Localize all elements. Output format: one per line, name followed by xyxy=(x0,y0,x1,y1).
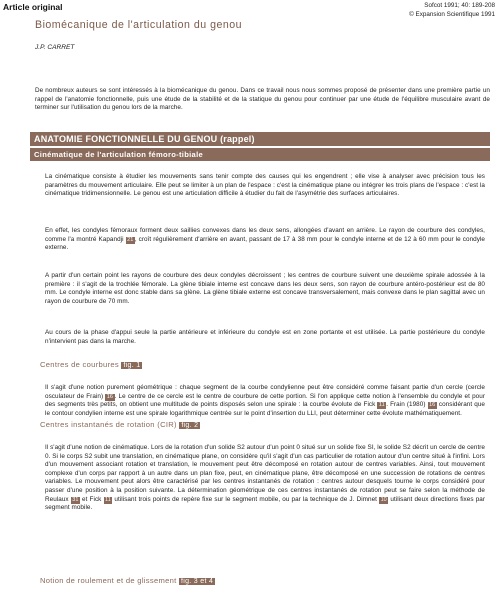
figure-label: et xyxy=(198,578,209,585)
article-title: Biomécanique de l'articulation du genou xyxy=(35,19,243,31)
subhead-label: Centres de courbures xyxy=(40,360,120,369)
subhead-label: Centres instantanés de rotation (CIR) xyxy=(40,420,177,429)
reference-link[interactable]: 16 xyxy=(106,393,114,400)
journal-reference xyxy=(409,2,495,19)
paragraph-text: considérant que le contour condylien interne est une spirale logarithmique centrée sur le point d'insertion du LLI, peut déterminer cette évolute mathématiquement. xyxy=(45,401,485,417)
subhead-label: Notion de roulement et de glissement xyxy=(40,576,177,585)
subhead-cir xyxy=(40,420,200,429)
reference-link[interactable]: 10 xyxy=(380,496,387,503)
article-author: J.P. CARRET xyxy=(35,44,75,51)
figure-link[interactable]: fig. 2 xyxy=(181,422,199,429)
article-type-label: Article original xyxy=(3,2,63,12)
paragraph-text: Il s'agit d'une notion purement géométrique : chaque segment de la courbe condylienne peut être considéré comme faisant partie d'un cercle (cercle osculateur de Frain) xyxy=(45,384,485,400)
paragraph-trochlee: A partir d'un certain point les rayons de courbure des deux condyles décroissent ; les centres de courbure suivent une deuxième spirale adossée à la première : il s'agit de la trochlée fémorale. La glène tibiale interne est concave dans les deux sens, son rayon de courbure antéro-postérieur est de 80 mm. Le condyle interne est donc stable dans sa glène. La glène tibiale externe est concave transversalement, mais convexe dans le plan sagittal avec un rayon de courbure de 70 mm. xyxy=(45,272,485,305)
paragraph-text: , croît régulièrement d'arrière en avant, passant de 17 à 38 mm pour le condyle interne et de 12 à 60 mm pour le condyle externe. xyxy=(45,235,485,252)
paragraph-courbures xyxy=(45,384,485,418)
subhead-centres-courbures xyxy=(40,360,142,369)
paragraph-condyles xyxy=(45,227,485,253)
paragraph-text: Il s'agit d'une notion de cinématique. Lors de la rotation d'un solide S2 autour d'un point 0 situé sur un solide fixe SI, le solide S2 décrit un cercle de centre 0. Si le corps S2 subit une translation, en cinématique plane, on considère qu'il s'agit d'un cas particulier de rotation autour d'un centre situé à l'infini. Lors d'un mouvement associant rotation et translation, le mouvement peut être décomposé en rotation autour de centres variables. Ainsi, tout mouvement complexe d'un corps par rapport à un autre dans un plan fixe, peut, en cinématique plane, être décomposé en une succession de rotations de centres variables. Le mouvement peut alors être caractérisé par les centres instantanés de rotation : centres autour desquels tourne le corps considéré pour passer d'une position à la position suivante. La détermination géométrique de ces centres instantanés de rotation peut se faire selon la méthode de Reulaux xyxy=(45,444,485,503)
paragraph-text: . Le centre de ce cercle est le centre de courbure de cette portion. Si l'on applique cette notion à l'ensemble du condyle et pour des segments très petits, on obtient une multitude de points disposés selon une spirale : la courbe évolute de Fick xyxy=(45,392,485,409)
paragraph-phase-appui: Au cours de la phase d'appui seule la partie antérieure et inférieure du condyle est en zone portante et est utilisée. La partie postérieure du condyle n'intervient pas dans la marche. xyxy=(45,329,485,345)
figure-link[interactable]: fig. 1 xyxy=(123,362,141,369)
paragraph-text: . Frain (1980) xyxy=(386,401,428,409)
intro-paragraph: De nombreux auteurs se sont intéressés à la biomécanique du genou. Dans ce travail nous nous sommes proposé de présenter dans une première partie un rappel de l'anatomie fonctionnelle, puis une étude de la stabilité et de la statique du genou pour continuer par une étude de l'équilibre musculaire avant de terminer sur l'utilisation du genou lors de la marche. xyxy=(35,87,490,112)
copyright-line: © Expansion Scientifique 1991 xyxy=(409,10,495,18)
subsection-heading-cinematique: Cinématique de l'articulation fémoro-tibiale xyxy=(30,148,490,161)
figure-label: fig. 3 xyxy=(181,578,198,585)
figure-link[interactable] xyxy=(179,578,215,585)
paragraph-cir xyxy=(45,444,485,513)
section-heading-anatomie: ANATOMIE FONCTIONNELLE DU GENOU (rappel) xyxy=(30,132,490,146)
paragraph-text: utilisant trois points de repère fixe sur le segment mobile, ou par la technique de J. Dimnet xyxy=(112,495,380,503)
paragraph-text: et Fick xyxy=(79,495,104,503)
paragraph-cinematique: La cinématique consiste à étudier les mouvements sans tenir compte des causes qui les engendrent ; elle vise à analyser avec précision tous les paramètres du mouvement articulaire. Elle peut se limiter à un plan de l'espace : c'est la cinématique plane ou intégrer les trois plans de l'espace : c'est la cinématique tridimensionnelle. Le genou est une articulation difficile à étudier du fait de l'asymétrie des surfaces articulaires. xyxy=(45,173,485,198)
reference-link[interactable]: 11 xyxy=(378,402,385,409)
subhead-roulement xyxy=(40,576,215,585)
paragraph-text: utilisant deux directions fixes par segment mobile. xyxy=(45,495,486,512)
figure-label: 4 xyxy=(208,578,214,585)
reference-link[interactable]: 31 xyxy=(72,496,79,503)
journal-ref-line: Sofcot 1991; 40: 189-208 xyxy=(424,2,495,9)
reference-link[interactable]: 21 xyxy=(127,236,134,243)
paragraph-text: En effet, les condyles fémoraux forment deux saillies convexes dans les deux sens, allongées d'avant en arrière. Le rayon de courbure des condyles, comme l'a montré Kapandji xyxy=(45,227,485,243)
reference-link[interactable]: 11 xyxy=(105,496,111,503)
reference-link[interactable]: 16 xyxy=(429,402,436,409)
